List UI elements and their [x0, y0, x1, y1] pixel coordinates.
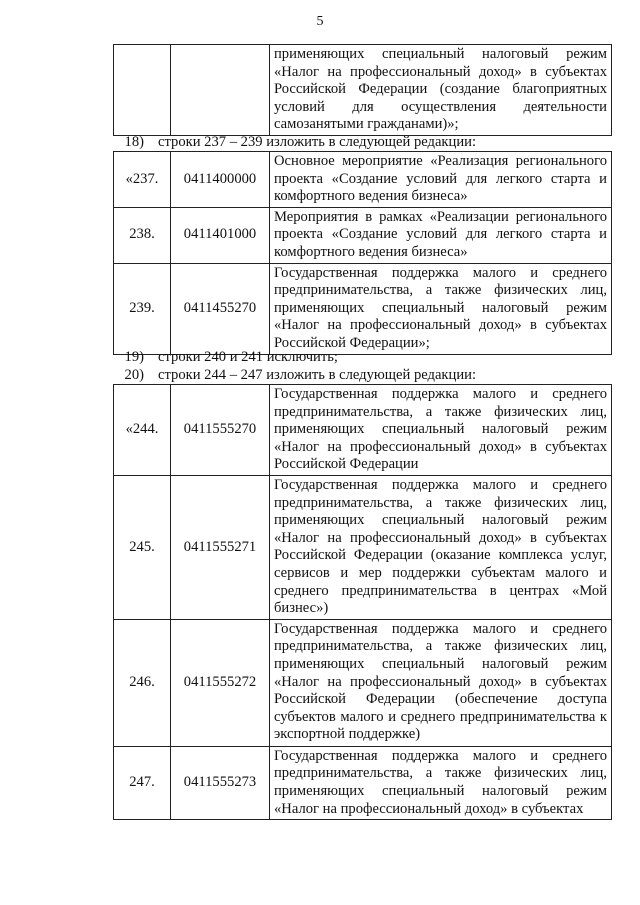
row-description: Государственная поддержка малого и среднего предпринимательства, а также физических лиц, применяющих специальный налоговый режим «Налог на профессиональный доход» в субъектах [270, 746, 612, 819]
row-code: 0411400000 [171, 152, 270, 208]
table-rows-237-239 [113, 151, 612, 355]
row-code: 0411555270 [171, 385, 270, 476]
table-row [114, 475, 612, 619]
amendment-20 [120, 367, 476, 384]
amendment-19 [120, 349, 338, 366]
amendment-text: строки 240 и 241 исключить; [158, 349, 338, 365]
row-description: Государственная поддержка малого и среднего предпринимательства, а также физических лиц, применяющих специальный налоговый режим «Налог на профессиональный доход» в субъектах Российской Федерации [270, 385, 612, 476]
row-code: 0411455270 [171, 263, 270, 354]
row-code [171, 45, 270, 136]
row-code: 0411555273 [171, 746, 270, 819]
row-number [114, 45, 171, 136]
amendment-text: строки 237 – 239 изложить в следующей редакции: [158, 134, 477, 150]
table-row [114, 45, 612, 136]
row-description: Государственная поддержка малого и среднего предпринимательства, а также физических лиц, применяющих специальный налоговый режим «Налог на профессиональный доход» в субъектах Российской Федерации»; [270, 263, 612, 354]
row-description: применяющих специальный налоговый режим «Налог на профессиональный доход» в субъектах Российской Федерации (создание благоприятных условий для осуществления деятельности самозанятыми гражданами)»; [270, 45, 612, 136]
row-description: Государственная поддержка малого и среднего предпринимательства, а также физических лиц, применяющих специальный налоговый режим «Налог на профессиональный доход» в субъектах Российской Федерации (обеспечение доступа субъектов малого и среднего предпринимательства к экспортной поддержке) [270, 619, 612, 746]
table-continued [113, 44, 612, 136]
row-number: 247. [114, 746, 171, 819]
row-number: «244. [114, 385, 171, 476]
table-row [114, 263, 612, 354]
table-row [114, 619, 612, 746]
amendment-18 [120, 134, 476, 151]
table-row [114, 385, 612, 476]
row-number: 246. [114, 619, 171, 746]
page-number: 5 [316, 14, 324, 29]
amendment-number: 18) [124, 134, 144, 150]
table-row [114, 207, 612, 263]
row-code: 0411401000 [171, 207, 270, 263]
table-rows-244-247 [113, 384, 612, 820]
row-number: «237. [114, 152, 171, 208]
amendment-number: 20) [124, 367, 144, 383]
row-number: 239. [114, 263, 171, 354]
table-row [114, 746, 612, 819]
row-description: Мероприятия в рамках «Реализации регионального проекта «Создание условий для легкого старта и комфортного ведения бизнеса» [270, 207, 612, 263]
row-code: 0411555271 [171, 475, 270, 619]
row-description: Основное мероприятие «Реализация регионального проекта «Создание условий для легкого старта и комфортного ведения бизнеса» [270, 152, 612, 208]
amendment-number: 19) [124, 349, 144, 365]
row-number: 238. [114, 207, 171, 263]
amendment-text: строки 244 – 247 изложить в следующей редакции: [158, 367, 477, 383]
row-number: 245. [114, 475, 171, 619]
row-code: 0411555272 [171, 619, 270, 746]
table-row [114, 152, 612, 208]
row-description: Государственная поддержка малого и среднего предпринимательства, а также физических лиц, применяющих специальный налоговый режим «Налог на профессиональный доход» в субъектах Российской Федерации (оказание комплекса услуг, сервисов и мер поддержки субъектам малого и среднего предпринимательства в центрах «Мой бизнес») [270, 475, 612, 619]
